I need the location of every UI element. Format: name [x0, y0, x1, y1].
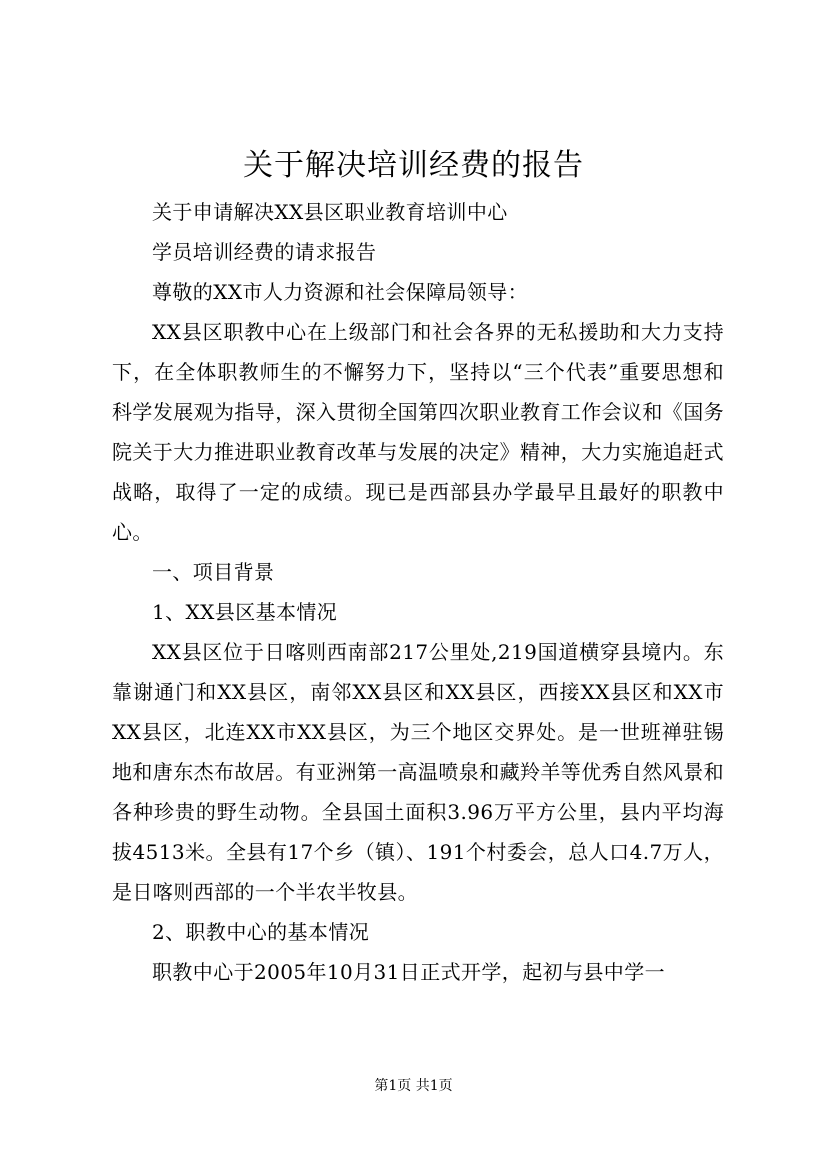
document-title: 关于解决培训经费的报告: [243, 148, 584, 183]
paragraph-introduction: XX县区职教中心在上级部门和社会各界的无私援助和大力支持下，在全体职教师生的不懈努力下，坚持以“三个代表”重要思想和科学发展观为指导，深入贯彻全国第四次职业教育工作会议和《国务院关于大力推进职业教育改革与发展的决定》精神，大力实施追赶式战略，取得了一定的成绩。现已是西部县办学最早且最好的职教中心。: [112, 320, 724, 544]
paragraph-subject-line-2: 学员培训经费的请求报告: [152, 240, 377, 264]
section-heading-background: 一、项目背景: [152, 560, 275, 584]
document-body: [112, 192, 724, 992]
paragraph-salutation: 尊敬的XX市人力资源和社会保障局领导：: [152, 280, 529, 304]
page-number-footer: 第1页 共1页: [374, 1078, 453, 1094]
paragraph-center-info: 职教中心于2005年10月31日正式开学，起初与县中学一: [152, 960, 665, 984]
paragraph-subject-line-1: 关于申请解决XX县区职业教育培训中心: [152, 200, 508, 224]
subsection-heading-county: 1、XX县区基本情况: [152, 600, 338, 624]
subsection-heading-center: 2、职教中心的基本情况: [152, 920, 370, 944]
paragraph-county-info: XX县区位于日喀则西南部217公里处,219国道横穿县境内。东靠谢通门和XX县区，南邻XX县区和XX县区，西接XX县区和XX市XX县区，北连XX市XX县区，为三个地区交界处。是一世班禅驻锡地和唐东杰布故居。有亚洲第一高温喷泉和藏羚羊等优秀自然风景和各种珍贵的野生动物。全县国土面积3.96万平方公里，县内平均海拔4513米。全县有17个乡（镇）、191个村委会，总人口4.7万人，是日喀则西部的一个半农半牧县。: [112, 640, 724, 904]
